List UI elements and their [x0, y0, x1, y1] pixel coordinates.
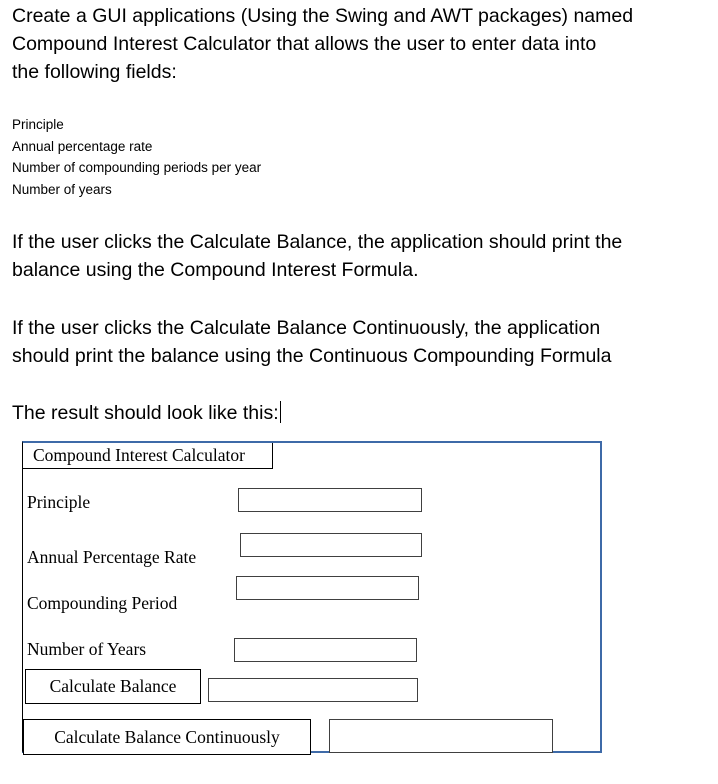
- number-of-years-label: Number of Years: [27, 639, 147, 659]
- intro-line-3: the following fields:: [12, 61, 177, 83]
- calculate-paragraph-line-1: If the user clicks the Calculate Balance, the application should print the: [12, 231, 623, 253]
- result-line: [12, 399, 281, 427]
- window-title-bar: [23, 443, 273, 469]
- annual-rate-input[interactable]: [240, 533, 422, 557]
- principle-input[interactable]: [238, 488, 422, 512]
- continuous-paragraph-line-2: should print the balance using the Continuous Compounding Formula: [12, 345, 612, 367]
- principle-label: Principle: [27, 492, 91, 512]
- number-of-years-input[interactable]: [234, 638, 417, 662]
- continuous-result-field[interactable]: [329, 719, 553, 753]
- compounding-period-input[interactable]: [236, 576, 419, 600]
- list-item: Number of compounding periods per year: [12, 160, 262, 175]
- intro-line-1: Create a GUI applications (Using the Swing and AWT packages) named: [12, 5, 634, 27]
- calculate-paragraph-line-2: balance using the Compound Interest Formula.: [12, 259, 419, 281]
- calculate-balance-button[interactable]: Calculate Balance: [25, 669, 201, 704]
- list-item: Annual percentage rate: [12, 138, 153, 154]
- text-cursor: [280, 401, 281, 423]
- continuous-paragraph-line-1: If the user clicks the Calculate Balance Continuously, the application: [12, 317, 601, 339]
- window-title: Compound Interest Calculator: [33, 445, 245, 465]
- compounding-period-label: Compounding Period: [27, 593, 178, 613]
- list-item: Number of years: [12, 181, 112, 197]
- balance-result-field[interactable]: [208, 678, 418, 702]
- calculator-window: [22, 441, 602, 753]
- list-item: Principle: [12, 117, 64, 132]
- fields-list: [12, 114, 261, 200]
- annual-rate-label: Annual Percentage Rate: [27, 547, 197, 567]
- calculate-continuously-button[interactable]: Calculate Balance Continuously: [23, 719, 311, 755]
- intro-line-2: Compound Interest Calculator that allows the user to enter data into: [12, 33, 597, 55]
- result-line-text: The result should look like this:: [12, 402, 279, 424]
